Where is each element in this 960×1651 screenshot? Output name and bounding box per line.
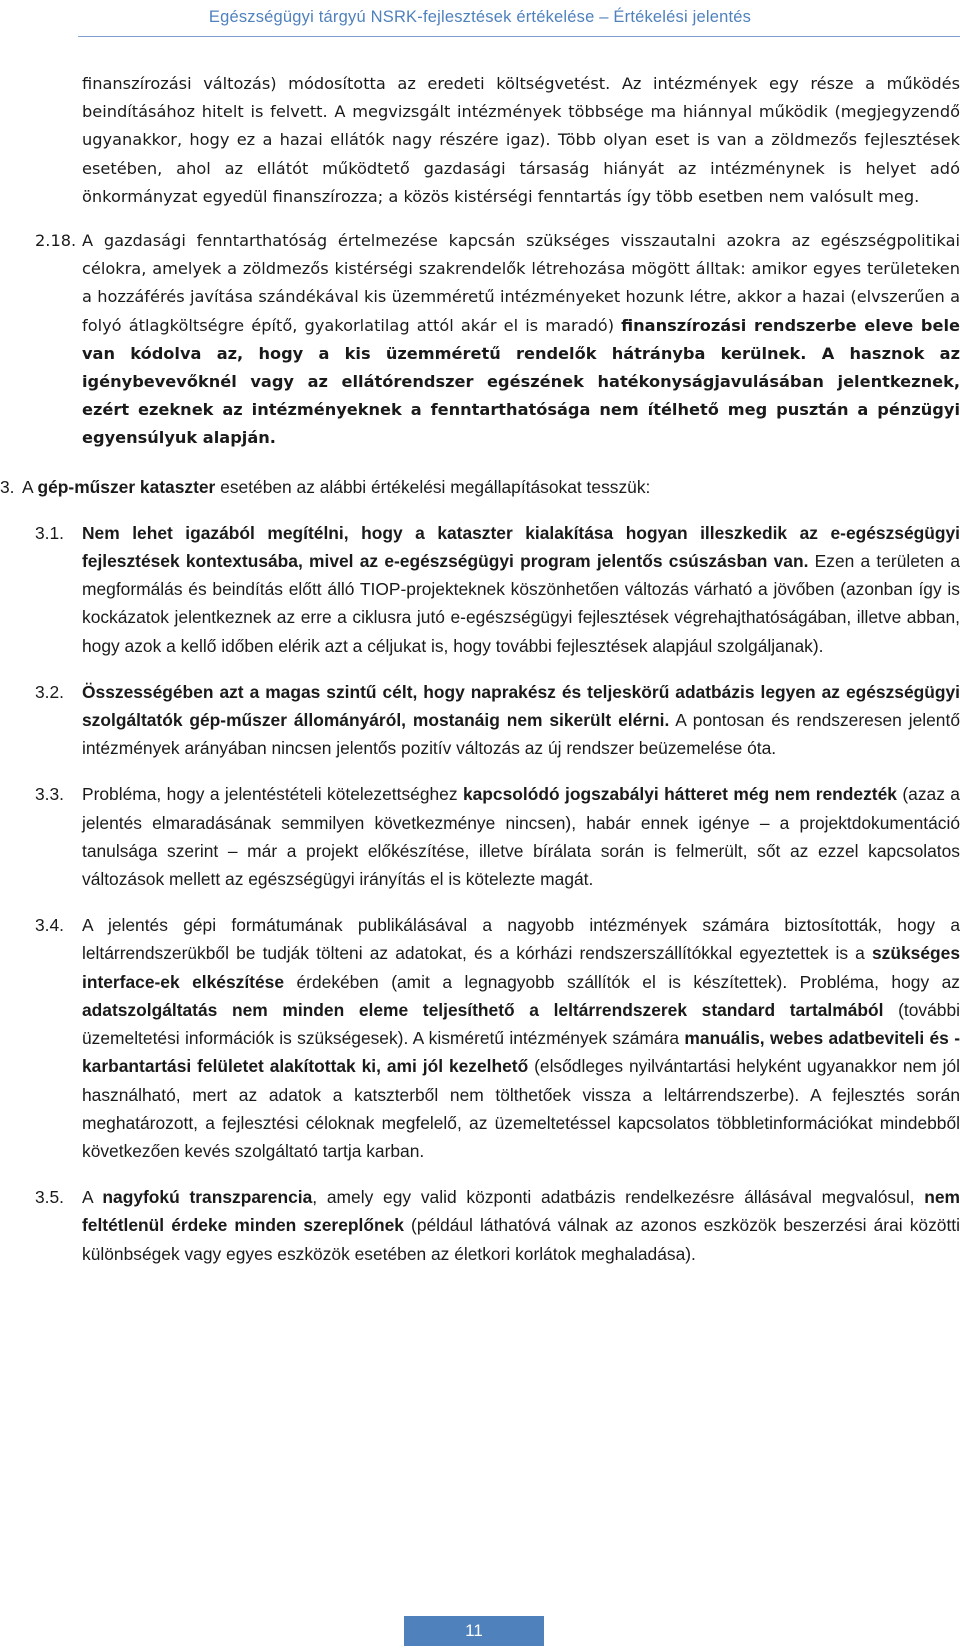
text-run-bold: kapcsolódó jogszabályi hátteret még nem rendezték (462, 784, 897, 805)
document-body (0, 70, 960, 1268)
text-run: A (22, 476, 38, 497)
text-run-bold: adatszolgáltatás nem minden eleme teljesíthető a leltárrendszerek standard tartalmából (82, 999, 884, 1020)
text-run: A pontosan és rendszeresen jelentő intézmények arányában nincsen jelentős pozitív változás az új rendszer beüzemelése óta. (82, 710, 960, 759)
text-run-bold: Nem lehet igazából megítélni, hogy a kataszter kialakítása hogyan illeszkedik az e-egészségügyi fejlesztések kontextusába, mivel az e-egészségügyi program jelentős csúszásban van. (82, 522, 960, 572)
list-item-3-1 (35, 519, 960, 660)
item-number: 3.4. (35, 915, 65, 936)
text-run: finanszírozási változás) módosította az eredeti költségvetést. Az intézmények egy része a működés beindításához hitelt is felvett. A megvizsgált intézmények többsége ma hiánnyal működik (megjegyzendő ugyanakkor, hogy ez a hazai ellátók nagy részére igaz). Több olyan eset is van a zöldmezős fejlesztések esetében, ahol az ellátót működtető gazdasági társaság hiányát az intézménynek is helyet adó önkormányzat egyedül finanszírozza; a közös kistérségi fenntartás így több esetben nem valósult meg. (82, 74, 960, 206)
text-run-bold: Összességében azt a magas szintű célt, hogy naprakész és teljeskörű adatbázis legyen az egészségügyi szolgáltatók gép-műszer állományáról, mostanáig nem sikerült elérni. (82, 681, 960, 731)
text-run: A jelentés gépi formátumának publikálásával a nagyobb intézmények számára biztosították, hogy a leltárrendszerükből be tudják tölteni az adatokat, és a kórházi rendszerszállítókkal egyeztettek is a (82, 915, 960, 964)
text-run: (elsődleges nyilvántartási helyként ugyanakkor nem jól használható, mert az adatok a katszterből nem tölthetőek vissza a leltárrendszerbe). A fejlesztés során meghatározott, a fejlesztési céloknak megfelelő, az üzemeltetéssel kapcsolatos többletinformációkat mindebből következően kevés szolgáltató tartja karban. (82, 1056, 960, 1161)
item-number: 3.3. (35, 784, 65, 805)
section-3 (0, 473, 960, 501)
page-number-badge: 11 (404, 1616, 544, 1646)
item-number: 3.2. (35, 681, 65, 702)
list-item-3-5 (35, 1183, 960, 1268)
item-number: 3.1. (35, 522, 65, 543)
text-run-bold: nem feltétlenül érdeke minden szereplőnek (82, 1187, 960, 1236)
header-divider (78, 36, 960, 37)
section-number: 3. (0, 476, 15, 497)
text-run: Ezen a területen a megformálás és beindítás előtt álló TIOP-projekteknek köszönhetően változás várható a jövőben (azonban így is kockázatok jelentkeznek az erre a ciklusra jutó e-egészségügyi fejlesztések végrehajthatóságában, illetve abban, hogy azok a kellő időben elérik azt a céljukat is, hogy további fejlesztések alapjául szolgáljanak). (82, 551, 960, 656)
item-number: 2.18. (35, 231, 77, 251)
text-run-bold: finanszírozási rendszerbe eleve bele van kódolva az, hogy a kis üzemméretű rendelők hátrányba kerülnek. A hasznok az igénybevevőknél vagy az ellátórendszer egészének hatékonyságjavulásában jelentkeznek, ezért ezeknek az intézményeknek a fenntarthatósága nem ítélhető meg pusztán a pénzügyi egyensúlyuk alapján. (82, 315, 960, 448)
text-run: A (82, 1187, 103, 1208)
text-run: érdekében (amit a legnagyobb szállítók el is készítettek). Probléma, hogy az (284, 971, 960, 992)
paragraph-continuation (35, 70, 960, 211)
list-item-3-2 (35, 678, 960, 763)
running-header: Egészségügyi tárgyú NSRK-fejlesztések értékelése – Értékelési jelentés (208, 8, 752, 26)
text-run-bold: szükséges interface-ek elkészítése (82, 943, 960, 992)
item-number: 3.5. (35, 1187, 65, 1208)
text-run: (további üzemeltetési információk is szükségesek). A kisméretű intézmények számára (82, 999, 960, 1049)
text-run: esetében az alábbi értékelési megállapításokat tesszük: (215, 476, 651, 497)
text-run: A gazdasági fenntarthatóság értelmezése kapcsán szükséges visszautalni azokra az egészségpolitikai célokra, amelyek a zöldmezős kistérségi szakrendelők létrehozása mögött álltak: amikor egyes területeken a hozzáférés javítása szándékával kis üzemméretű intézményeket hozunk létre, akkor a hazai (elvszerűen a folyó átlagköltségre építő, gyakorlatilag attól akár el is maradó) (82, 231, 960, 335)
text-run: (azaz a jelentés elmaradásának semmilyen következménye nincsen), habár ennek igénye – a projektdokumentáció tanulsága szerint – már a projekt előkészítése, illetve bírálata során is felmerült, sőt az ezzel kapcsolatos változások mellett az egészségügyi irányítás el is kötelezte magát. (82, 784, 960, 890)
list-item-3-3 (35, 780, 960, 893)
text-run-bold: gép-műszer kataszter (37, 476, 216, 497)
text-run-bold: nagyfokú transzparencia (102, 1187, 313, 1208)
text-run: , amely egy valid központi adatbázis rendelkezésre állásával megvalósul, (312, 1187, 925, 1208)
list-item-3-4 (35, 911, 960, 1165)
list-item-2-18 (35, 227, 960, 453)
text-run-bold: manuális, webes adatbeviteli és -karbantartási felületet alakítottak ki, ami jól kezelhető (82, 1028, 960, 1077)
text-run: (például láthatóvá válnak az azonos eszközök beszerzési árai közötti különbségek vagy egyes eszközök esetében az életkori korlátok meghaladása). (82, 1215, 960, 1264)
text-run: Probléma, hogy a jelentéstételi kötelezettséghez (82, 784, 463, 805)
